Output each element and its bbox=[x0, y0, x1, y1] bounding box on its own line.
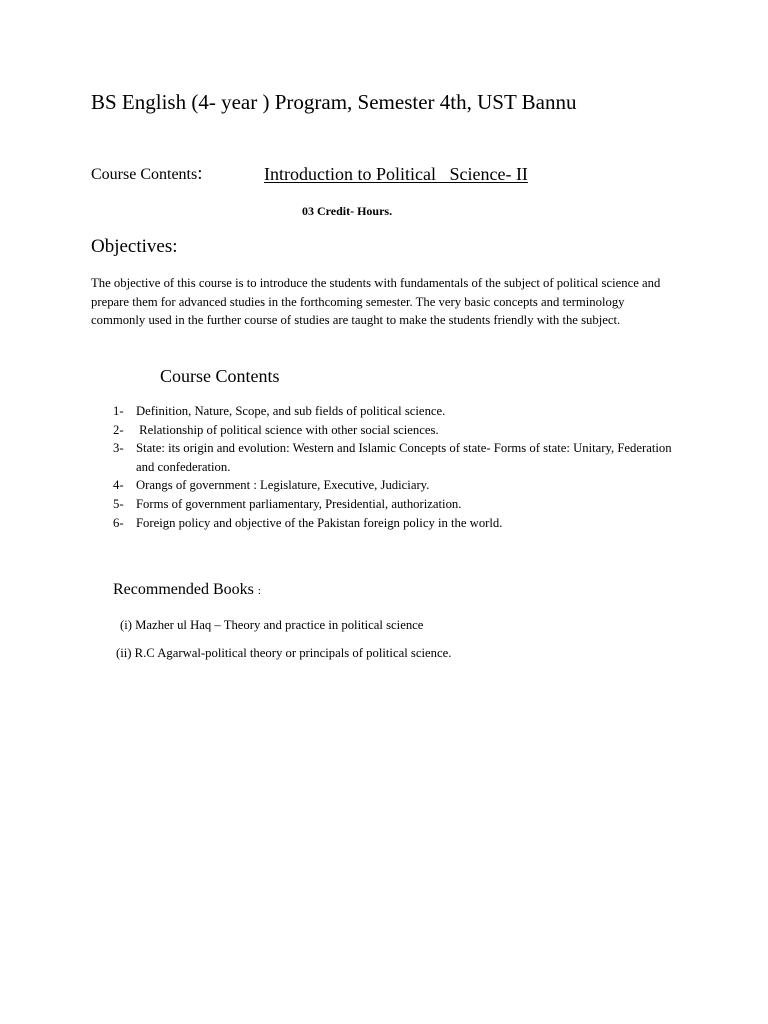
course-contents-label bbox=[91, 163, 203, 186]
list-item-number: 4- bbox=[113, 478, 124, 493]
recommended-books-heading-text: Recommended Books bbox=[113, 581, 258, 598]
list-item bbox=[113, 421, 693, 440]
recommended-books-heading-colon: : bbox=[257, 585, 261, 597]
credit-hours: 03 Credit- Hours. bbox=[302, 204, 393, 218]
list-item-text: Orangs of government : Legislature, Executive, Judiciary. bbox=[136, 478, 430, 493]
list-item-number: 3- bbox=[113, 441, 124, 456]
course-contents-list bbox=[113, 402, 693, 532]
course-contents-heading: Course Contents bbox=[160, 366, 280, 386]
list-item bbox=[113, 495, 693, 514]
course-contents-label-text: Course Contents bbox=[91, 166, 198, 183]
list-item-text: State: its origin and evolution: Western and Islamic Concepts of state- Forms of state: Unitary, Federation and confederation. bbox=[136, 441, 672, 474]
book-item-1: (i) Mazher ul Haq – Theory and practice in political science bbox=[120, 618, 424, 632]
list-item bbox=[113, 476, 693, 495]
list-item bbox=[113, 439, 693, 476]
list-item-number: 2- bbox=[113, 422, 124, 437]
list-item-text: Forms of government parliamentary, Presidential, authorization. bbox=[136, 496, 462, 511]
list-item-number: 5- bbox=[113, 496, 124, 511]
list-item bbox=[113, 402, 693, 421]
course-name: Introduction to Political Science- II bbox=[264, 164, 528, 184]
objectives-body: The objective of this course is to introduce the students with fundamentals of the subject of political science and prepare them for advanced studies in the forthcoming semester. The very basic concepts and terminology commonly used in the further course of studies are taught to make the students friendly with the subject. bbox=[91, 276, 661, 328]
objectives-heading: Objectives: bbox=[91, 236, 178, 257]
list-item-number: 1- bbox=[113, 404, 124, 418]
course-contents-label-colon: : bbox=[197, 163, 203, 184]
book-item-2: (ii) R.C Agarwal-political theory or principals of political science. bbox=[116, 646, 452, 660]
list-item-text: Definition, Nature, Scope, and sub fields of political science. bbox=[136, 404, 446, 418]
program-title: BS English (4- year ) Program, Semester 4th, UST Bannu bbox=[91, 90, 577, 114]
recommended-books-heading bbox=[113, 579, 261, 602]
list-item bbox=[113, 514, 693, 533]
list-item-text: Foreign policy and objective of the Pakistan foreign policy in the world. bbox=[136, 515, 503, 530]
list-item-text: Relationship of political science with other social sciences. bbox=[136, 422, 439, 437]
list-item-number: 6- bbox=[113, 515, 124, 530]
